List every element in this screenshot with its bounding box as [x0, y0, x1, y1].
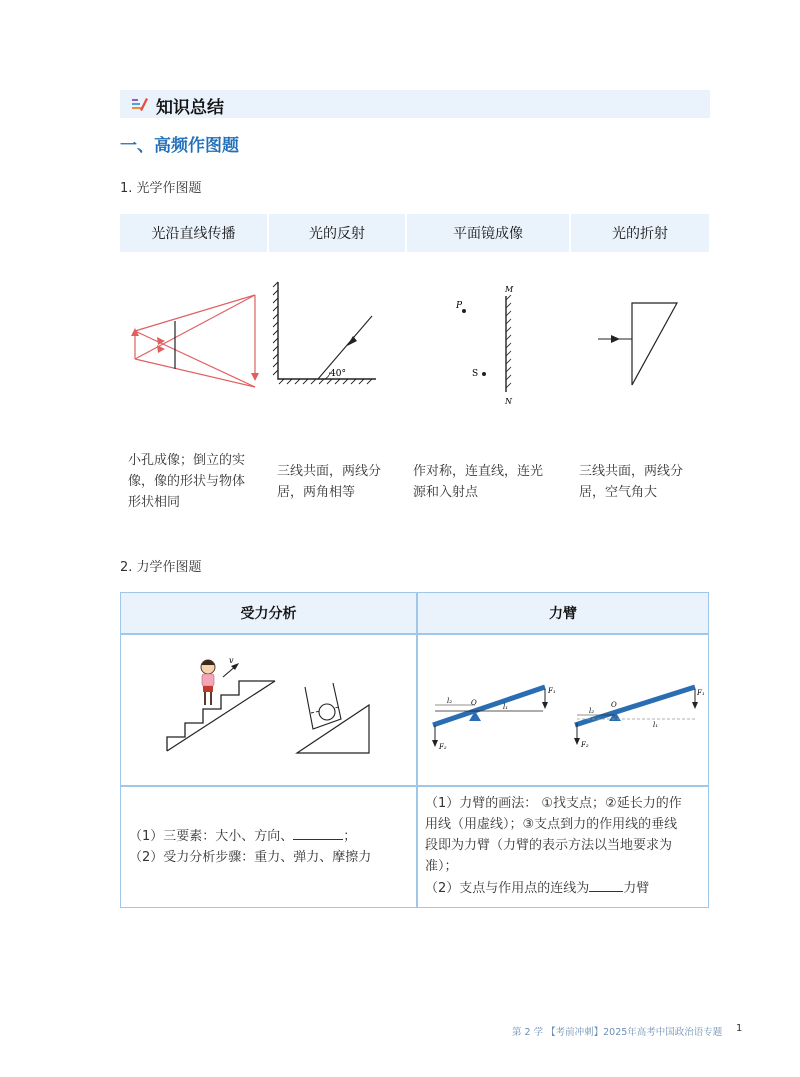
mechanics-subtitle: 2. 力学作图题 [120, 560, 202, 575]
svg-text:O: O [611, 701, 617, 709]
svg-text:F₂: F₂ [581, 741, 589, 749]
page-footer: 第 2 学 【考前冲刺】2025年高考中国政治语专题 [512, 1027, 723, 1038]
svg-text:F₁: F₁ [548, 687, 556, 695]
summary-title: 知识总结 [156, 98, 224, 118]
desc-reflection: 三线共面，两线分 居，两角相等 [277, 464, 382, 500]
mech-header-force: 受力分析 [121, 593, 416, 633]
point-p [462, 309, 466, 313]
force-line-1: （1）三要素：大小、方向、 ； [129, 825, 371, 847]
force-analysis-diagram [161, 655, 381, 763]
force-line-2: （2）受力分析步骤：重力、弹力、摩擦力 [129, 850, 372, 865]
page-number: 1 [736, 1023, 743, 1034]
optics-header-refraction: 光的折射 [571, 214, 709, 252]
svg-text:l₂: l₂ [447, 697, 453, 705]
optics-header-straight-line: 光沿直线传播 [120, 214, 267, 252]
arm-blank [589, 877, 623, 892]
plane-mirror-diagram [448, 280, 523, 408]
mech-header-arm: 力臂 [418, 593, 708, 633]
mirror-m-label: M [505, 285, 514, 294]
optics-subtitle: 1. 光学作图题 [120, 181, 202, 196]
point-s-label: S [472, 369, 479, 379]
section-title: 一、高频作图题 [120, 136, 239, 156]
svg-text:O: O [471, 699, 477, 707]
velocity-label: v [229, 656, 234, 665]
arm-line-last: （2）支点与作用点的连线为 力臂 [425, 877, 682, 899]
force-analysis-text [129, 825, 371, 868]
svg-text:F₂: F₂ [439, 743, 447, 751]
pen-icon [132, 95, 148, 113]
svg-text:l₁: l₁ [503, 703, 509, 711]
girl-figure [201, 660, 215, 705]
refraction-diagram [595, 298, 680, 390]
reflection-diagram [272, 280, 384, 388]
svg-text:F₁: F₁ [697, 689, 705, 697]
point-p-label: P [456, 301, 463, 311]
svg-text:l₁: l₁ [653, 721, 659, 729]
optics-header-reflection: 光的反射 [269, 214, 405, 252]
optics-header-mirror: 平面镜成像 [407, 214, 569, 252]
desc-mirror: 作对称，连直线，连光 源和入射点 [413, 464, 544, 500]
mechanics-table [120, 592, 709, 908]
summary-bar [120, 90, 710, 118]
point-s [482, 372, 486, 376]
lever-diagram [427, 663, 703, 753]
svg-text:l₂: l₂ [589, 707, 595, 715]
mirror-n-label: N [505, 397, 512, 406]
pinhole-diagram [125, 285, 265, 395]
desc-refraction: 三线共面，两线分 居，空气角大 [579, 464, 684, 500]
desc-straight-line: 小孔成像；倒立的实 像，像的形状与物体 形状相同 [128, 453, 246, 510]
lever-arm-text: （1）力臂的画法： ①找支点；②延长力的作 用线（用虚线）；③支点到力的作用线的垂线 段即为力臂（力臂的表示方法以当地要求为 准）； （2）支点与作用点的连线为 力臂 [425, 793, 682, 899]
reflection-angle-label: 40° [330, 369, 346, 379]
force-blank [293, 825, 343, 840]
